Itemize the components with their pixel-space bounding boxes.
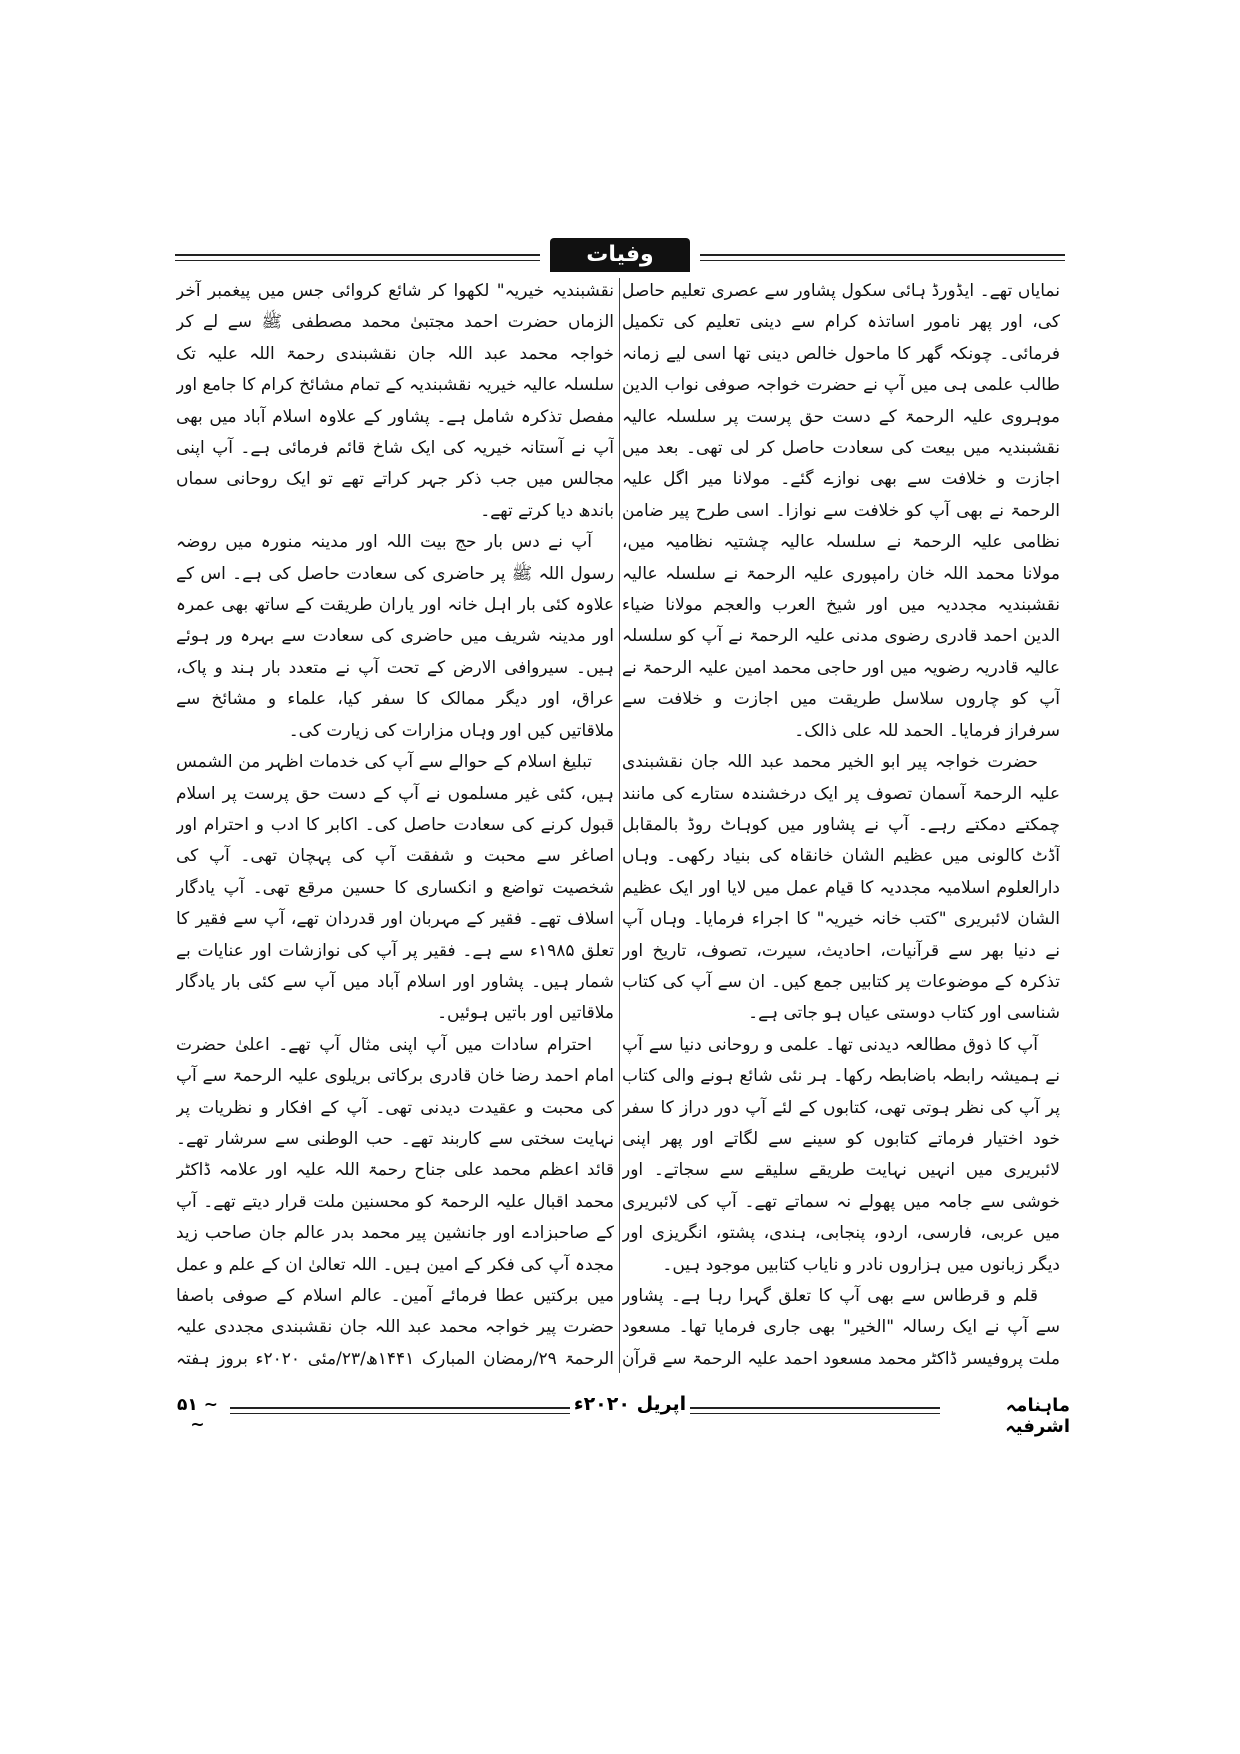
paragraph: تبلیغ اسلام کے حوالے سے آپ کی خدمات اظہر من الشمس ہیں، کئی غیر مسلموں نے آپ کے دست حق پرست پر اسلام قبول کرنے کی سعادت حاصل کی۔ اکابر کا ادب و احترام اور اصاغر سے محبت و شفقت آپ کی پہچان تھی۔ آپ کی شخصیت تواضع و انکساری کا حسین مرقع تھی۔ آپ یادگار اسلاف تھے۔ فقیر کے مہربان اور قدردان تھے، آپ سے فقیر کا تعلق ۱۹۸۵ء سے ہے۔ فقیر پر آپ کی نوازشات اور عنایات بے شمار ہیں۔ پشاور اور اسلام آباد میں آپ سے کئی بار یادگار ملاقاتیں اور باتیں ہوئیں۔ (176, 752, 614, 1024)
column-left (176, 276, 614, 1376)
paragraph: آپ کا ذوق مطالعہ دیدنی تھا۔ علمی و روحانی دنیا سے آپ نے ہمیشہ رابطہ باضابطہ رکھا۔ ہر نئی شائع ہونے والی کتاب پر آپ کی نظر ہوتی تھی، کتابوں کے لئے آپ دور دراز کا سفر خود اختیار فرماتے کتابوں کو سینے سے لگاتے اور پھر اپنی لائبریری میں انہیں نہایت طریقے سلیقے سے سجاتے۔ اور خوشی سے جامہ میں پھولے نہ سماتے تھے۔ آپ کی لائبریری میں عربی، فارسی، اردو، پنجابی، ہندی، پشتو، انگریزی اور دیگر زبانوں میں ہزاروں نادر و نایاب کتابیں موجود ہیں۔ (622, 1034, 1060, 1275)
page-number: ~ ۵۱ ~ (177, 1395, 218, 1435)
paragraph: نقشبندیہ خیریہ" لکھوا کر شائع کروائی جس میں پیغمبر آخر الزماں حضرت احمد مجتبیٰ محمد مصطفی ﷺ سے لے کر خواجہ محمد عبد اللہ جان نقشبندی رحمۃ اللہ علیہ تک سلسلہ عالیہ خیریہ نقشبندیہ کے تمام مشائخ کرام کا جامع اور مفصل تذکرہ شامل ہے۔ پشاور کے علاوہ اسلام آباد میں بھی آپ نے آستانہ خیریہ کی ایک شاخ قائم فرمائی ہے۔ آپ اپنی مجالس میں جب ذکر جہر کراتے تھے تو ایک روحانی سماں باندھ دیا کرتے تھے۔ (176, 281, 614, 521)
issue-date: اپریل ۲۰۲۰ء (573, 1393, 687, 1415)
footer-rule (230, 1407, 570, 1409)
paragraph: نمایاں تھے۔ ایڈورڈ ہائی سکول پشاور سے عصری تعلیم حاصل کی، اور پھر نامور اساتذہ کرام سے دینی تعلیم کی تکمیل فرمائی۔ چونکہ گھر کا ماحول خالص دینی تھا اسی لیے زمانہ طالب علمی ہی میں آپ نے حضرت خواجہ صوفی نواب الدین موہروی علیہ الرحمۃ کے دست حق پرست پر سلسلہ عالیہ نقشبندیہ میں بیعت کی سعادت حاصل کر لی تھی۔ بعد میں اجازت و خلافت سے بھی نوازے گئے۔ مولانا میر اگل علیہ الرحمۃ نے بھی آپ کو خلافت سے نوازا۔ اسی طرح پیر ضامن نظامی علیہ الرحمۃ نے سلسلہ عالیہ چشتیہ نظامیہ میں، مولانا محمد اللہ خان رامپوری علیہ الرحمۃ نے سلسلہ عالیہ نقشبندیہ مجددیہ میں اور شیخ العرب والعجم مولانا ضیاء الدین احمد قادری رضوی مدنی علیہ الرحمۃ نے آپ کو سلسلہ عالیہ قادریہ رضویہ میں اور حاجی محمد امین علیہ الرحمۃ نے آپ کو چاروں سلاسل طریقت میں اجازت و خلافت سے سرفراز فرمایا۔ الحمد للہ علی ذالک۔ (622, 281, 1060, 741)
page-footer (170, 1395, 1070, 1435)
section-header (175, 238, 1065, 272)
footer-rule-thin (230, 1413, 570, 1414)
magazine-name: ماہنامہ اشرفیہ (1005, 1395, 1070, 1437)
column-right (622, 276, 1060, 1376)
header-rule-left (175, 254, 540, 256)
paragraph: حضرت خواجہ پیر ابو الخیر محمد عبد اللہ جان نقشبندی علیہ الرحمۃ آسمان تصوف پر ایک درخشندہ ستارے کی مانند چمکتے دمکتے رہے۔ آپ نے پشاور میں کوہاٹ روڈ بالمقابل آڈٹ کالونی میں عظیم الشان خانقاہ کی بنیاد رکھی۔ وہاں دارالعلوم اسلامیہ مجددیہ کا قیام عمل میں لایا اور ایک عظیم الشان لائبریری "کتب خانہ خیریہ" کا اجراء فرمایا۔ وہاں آپ نے دنیا بھر سے قرآنیات، احادیث، سیرت، تصوف، تاریخ اور تذکرہ کے موضوعات پر کتابیں جمع کیں۔ ان سے آپ کی کتاب شناسی اور کتاب دوستی عیاں ہو جاتی ہے۔ (622, 752, 1060, 1024)
paragraph: احترام سادات میں آپ اپنی مثال آپ تھے۔ اعلیٰ حضرت امام احمد رضا خان قادری برکاتی بریلوی علیہ الرحمۃ سے آپ کی محبت و عقیدت دیدنی تھی۔ آپ کے افکار و نظریات پر نہایت سختی سے کاربند تھے۔ حب الوطنی سے سرشار تھے۔ قائد اعظم محمد علی جناح رحمۃ اللہ علیہ اور علامہ ڈاکٹر محمد اقبال علیہ الرحمۃ کو محسنین ملت قرار دیتے تھے۔ آپ کے صاحبزادے اور جانشین پیر محمد بدر عالم جان صاحب زید مجدہ آپ کی فکر کے امین ہیں۔ اللہ تعالیٰ ان کے علم و عمل میں برکتیں عطا فرمائے آمین۔ عالم اسلام کے صوفی باصفا حضرت پیر خواجہ محمد عبد اللہ جان نقشبندی مجددی علیہ الرحمۃ ۲۹/رمضان المبارک ۱۴۴۱ھ/۲۳/مئی ۲۰۲۰ء بروز ہفتہ (176, 1034, 614, 1369)
header-rule-right (700, 254, 1065, 256)
column-divider (619, 278, 620, 1373)
paragraph: قلم و قرطاس سے بھی آپ کا تعلق گہرا رہا ہے۔ پشاور سے آپ نے ایک رسالہ "الخیر" بھی جاری فرمایا تھا۔ مسعود ملت پروفیسر ڈاکٹر محمد مسعود احمد علیہ الرحمۃ سے قرآن (622, 1286, 1060, 1369)
header-rule-right-thin (700, 260, 1065, 261)
header-rule-left-thin (175, 260, 540, 261)
footer-rule-thin (690, 1413, 940, 1414)
footer-rule (690, 1407, 940, 1409)
paragraph: آپ نے دس بار حج بیت اللہ اور مدینہ منورہ میں روضہ رسول اللہ ﷺ پر حاضری کی سعادت حاصل کی ہے۔ اس کے علاوہ کئی بار اہل خانہ اور یاران طریقت کے ساتھ بھی عمرہ اور مدینہ شریف میں حاضری کی سعادت سے بہرہ ور ہوئے ہیں۔ سیروافی الارض کے تحت آپ نے متعدد بار ہند و پاک، عراق، اور دیگر ممالک کا سفر کیا، علماء و مشائخ سے ملاقاتیں کیں اور وہاں مزارات کی زیارت کی۔ (176, 532, 614, 741)
section-title: وفیات (550, 238, 690, 272)
